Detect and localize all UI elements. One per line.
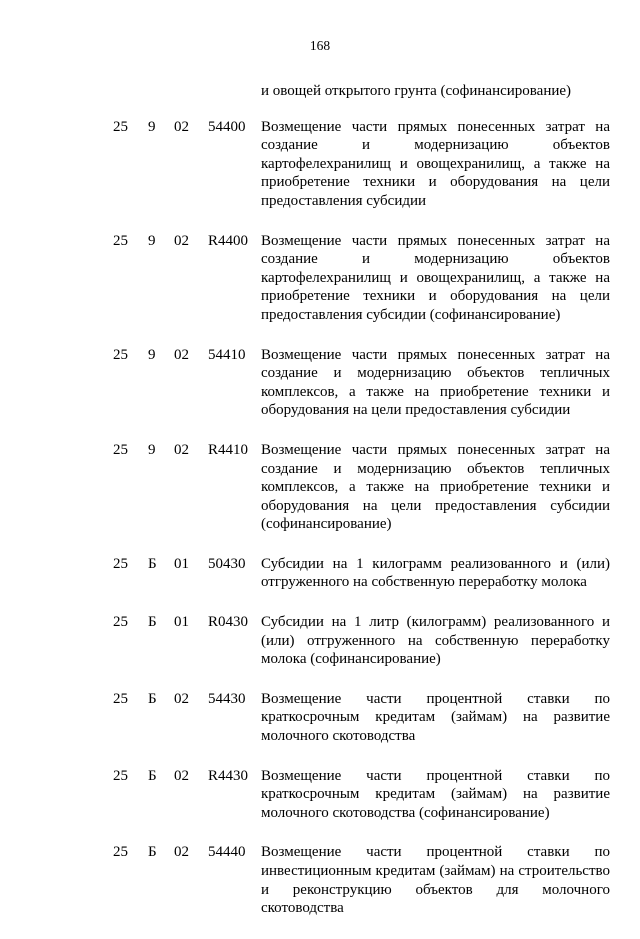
section-code: 25: [113, 555, 128, 572]
continuation-text: и овощей открытого грунта (софинансирование): [261, 83, 572, 99]
row-description: Субсидии на 1 килограмм реализованного и (или) отгруженного на собственную переработку молока: [261, 555, 610, 591]
row-description: Субсидии на 1 литр (килограмм) реализованного и (или) отгруженного на собственную переработку молока (софинансирование): [261, 614, 610, 668]
subprogram-code: 9: [148, 441, 156, 458]
table-row: [0, 555, 640, 592]
section-code: 25: [113, 346, 128, 363]
subprogram-code: Б: [148, 614, 157, 631]
table-row: [0, 441, 640, 534]
row-description: Возмещение части прямых понесенных затрат на создание и модернизацию объектов тепличных комплексов, а также на приобретение техники и оборудования на цели предоставления субсидии: [261, 346, 610, 419]
direction-code: R4400: [208, 232, 249, 249]
event-code: 01: [174, 555, 189, 572]
section-code: 25: [113, 441, 128, 458]
direction-code: 50430: [208, 555, 246, 572]
section-code: 25: [113, 767, 128, 784]
subprogram-code: Б: [148, 844, 157, 861]
event-code: 02: [174, 118, 189, 135]
subprogram-code: Б: [148, 690, 157, 707]
event-code: 02: [174, 844, 189, 861]
section-code: 25: [113, 614, 128, 631]
subprogram-code: 9: [148, 118, 156, 135]
direction-code: 54410: [208, 346, 246, 363]
budget-classification-list: [0, 82, 640, 939]
event-code: 02: [174, 767, 189, 784]
table-row: [0, 232, 640, 325]
subprogram-code: 9: [148, 346, 156, 363]
direction-code: 54400: [208, 118, 246, 135]
table-row: [0, 767, 640, 823]
table-row: [0, 346, 640, 420]
event-code: 02: [174, 690, 189, 707]
section-code: 25: [113, 118, 128, 135]
page-number: 168: [309, 38, 331, 53]
row-description: Возмещение части прямых понесенных затрат на создание и модернизацию объектов картофелехранилищ и овощехранилищ, а также на приобретение техники и оборудования на цели предоставления субсидии (софинансирование): [261, 232, 610, 323]
row-description: Возмещение части процентной ставки по инвестиционным кредитам (займам) на строительство и реконструкцию объектов для молочного скотоводства: [261, 844, 610, 917]
event-code: 02: [174, 346, 189, 363]
section-code: 25: [113, 690, 128, 707]
row-description: Возмещение части процентной ставки по краткосрочным кредитам (займам) на развитие молочного скотоводства (софинансирование): [261, 767, 610, 821]
rows-container: [0, 118, 640, 918]
direction-code: 54430: [208, 690, 246, 707]
subprogram-code: Б: [148, 767, 157, 784]
row-description: Возмещение части прямых понесенных затрат на создание и модернизацию объектов тепличных комплексов, а также на приобретение техники и оборудования на цели предоставления субсидии (софинансирование): [261, 441, 610, 533]
direction-code: R4410: [208, 441, 249, 458]
direction-code: R4430: [208, 767, 249, 784]
table-row: [0, 118, 640, 211]
subprogram-code: Б: [148, 555, 157, 572]
event-code: 02: [174, 232, 189, 249]
section-code: 25: [113, 844, 128, 861]
subprogram-code: 9: [148, 232, 156, 249]
direction-code: 54440: [208, 844, 246, 861]
section-code: 25: [113, 232, 128, 249]
table-row: [0, 690, 640, 746]
event-code: 02: [174, 441, 189, 458]
table-row: [0, 613, 640, 669]
table-row: [0, 843, 640, 917]
row-description: Возмещение части прямых понесенных затрат на создание и модернизацию объектов картофелехранилищ и овощехранилищ, а также на приобретение техники и оборудования на цели предоставления субсидии: [261, 118, 610, 209]
event-code: 01: [174, 614, 189, 631]
direction-code: R0430: [208, 614, 249, 631]
continuation-row: [0, 82, 640, 101]
row-description: Возмещение части процентной ставки по краткосрочным кредитам (займам) на развитие молочного скотоводства: [261, 690, 610, 745]
